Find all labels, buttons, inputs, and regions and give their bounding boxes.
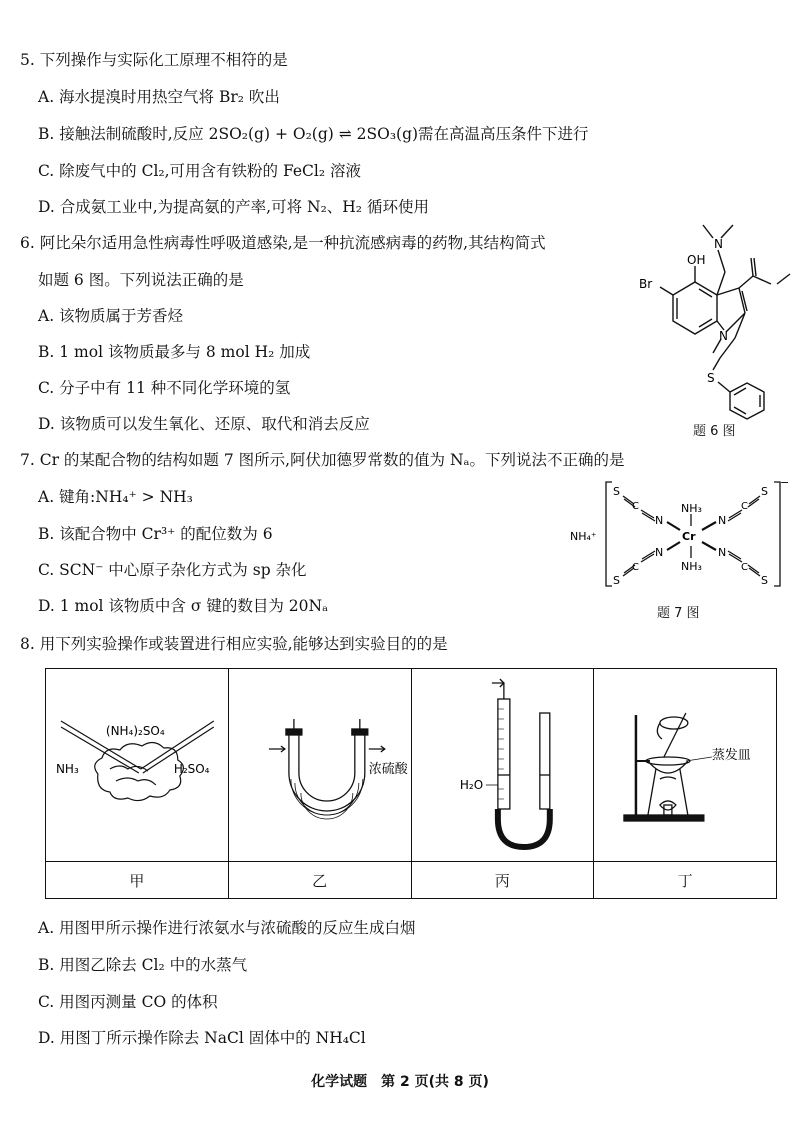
nh3-rod-label: NH₃ bbox=[55, 761, 79, 777]
q5-option-c: C. 除废气中的 Cl₂,可用含有铁粉的 FeCl₂ 溶液 bbox=[38, 162, 362, 180]
n-upper-left-label: N bbox=[655, 514, 664, 527]
arbidol-structure-figure bbox=[625, 220, 790, 420]
h2so4-rod-label: H₂SO₄ bbox=[173, 761, 210, 777]
figure-7-caption: 题 7 图 bbox=[657, 606, 700, 621]
q5-option-b: B. 接触法制硫酸时,反应 2SO₂(g) + O₂(g) ⇌ 2SO₃(g)需在高温高压条件下进行 bbox=[38, 125, 589, 143]
q5-option-a: A. 海水提溴时用热空气将 Br₂ 吹出 bbox=[38, 88, 280, 106]
q6-stem-line2: 如题 6 图。下列说法正确的是 bbox=[38, 271, 244, 289]
s-lower-right-label: S bbox=[761, 574, 768, 587]
c-lower-right-label: C bbox=[741, 562, 748, 573]
q7-option-b: B. 该配合物中 Cr³⁺ 的配位数为 6 bbox=[38, 525, 273, 543]
ammonium-sulfate-label: (NH₄)₂SO₄ bbox=[105, 723, 165, 739]
q7-option-a: A. 键角:NH₄⁺ > NH₃ bbox=[38, 488, 193, 506]
c-lower-left-label: C bbox=[632, 562, 639, 573]
experiment-cell-jia bbox=[46, 669, 229, 862]
q8-option-b: B. 用图乙除去 Cl₂ 中的水蒸气 bbox=[38, 956, 248, 974]
page-footer: 化学试题 第 2 页(共 8 页) bbox=[311, 1074, 489, 1090]
q5-option-d: D. 合成氨工业中,为提高氨的产率,可将 N₂、H₂ 循环使用 bbox=[38, 198, 429, 216]
label-bing: 丙 bbox=[411, 862, 594, 899]
ammonium-label: NH₄⁺ bbox=[570, 530, 597, 543]
s-lower-left-label: S bbox=[613, 574, 620, 587]
c-upper-right-label: C bbox=[741, 501, 748, 512]
label-jia: 甲 bbox=[46, 862, 229, 899]
q7-option-c: C. SCN⁻ 中心原子杂化方式为 sp 杂化 bbox=[38, 561, 307, 579]
conc-sulfuric-acid-label: 浓硫酸 bbox=[368, 761, 408, 778]
experiment-cell-yi bbox=[228, 669, 411, 862]
complex-charge-label: − bbox=[780, 476, 790, 489]
u-tube-drawing bbox=[229, 669, 411, 861]
cr-complex-figure bbox=[568, 478, 788, 590]
sulfur-label: S bbox=[707, 371, 715, 385]
gas-burette-drawing bbox=[412, 669, 594, 861]
nh3-top-label: NH₃ bbox=[681, 502, 702, 515]
q8-option-d: D. 用图丁所示操作除去 NaCl 固体中的 NH₄Cl bbox=[38, 1029, 366, 1047]
q7-stem: 7. Cr 的某配合物的结构如题 7 图所示,阿伏加德罗常数的值为 Nₐ。下列说法不正确的是 bbox=[20, 451, 625, 469]
evaporating-dish-label: 蒸发皿 bbox=[712, 747, 752, 764]
q6-option-d: D. 该物质可以发生氧化、还原、取代和消去反应 bbox=[38, 415, 370, 433]
n-lower-right-label: N bbox=[718, 546, 727, 559]
q8-stem: 8. 用下列实验操作或装置进行相应实验,能够达到实验目的的是 bbox=[20, 635, 448, 653]
oh-label: OH bbox=[687, 253, 706, 267]
s-upper-right-label: S bbox=[761, 485, 768, 498]
br-label: Br bbox=[639, 277, 653, 291]
experiment-table bbox=[45, 668, 777, 899]
cr-center-label: Cr bbox=[682, 530, 696, 543]
q6-option-a: A. 该物质属于芳香烃 bbox=[38, 307, 184, 325]
n-lower-left-label: N bbox=[655, 546, 664, 559]
q5-stem: 5. 下列操作与实际化工原理不相符的是 bbox=[20, 51, 288, 69]
evaporating-dish-drawing bbox=[594, 669, 776, 861]
n-upper-right-label: N bbox=[718, 514, 727, 527]
experiment-cell-bing bbox=[411, 669, 594, 862]
q7-option-d: D. 1 mol 该物质中含 σ 键的数目为 20Nₐ bbox=[38, 597, 329, 615]
nh3-bottom-label: NH₃ bbox=[681, 560, 702, 573]
indole-n-label: N bbox=[719, 329, 728, 343]
q6-stem-line1: 6. 阿比朵尔适用急性病毒性呼吸道感染,是一种抗流感病毒的药物,其结构简式 bbox=[20, 234, 546, 252]
label-ding: 丁 bbox=[594, 862, 777, 899]
q6-option-b: B. 1 mol 该物质最多与 8 mol H₂ 加成 bbox=[38, 343, 311, 361]
s-upper-left-label: S bbox=[613, 485, 620, 498]
experiment-cell-ding bbox=[594, 669, 777, 862]
c-upper-left-label: C bbox=[632, 501, 639, 512]
q6-option-c: C. 分子中有 11 种不同化学环境的氢 bbox=[38, 379, 291, 397]
label-yi: 乙 bbox=[228, 862, 411, 899]
amine-n-label: N bbox=[714, 237, 723, 251]
smoke-rods-drawing bbox=[46, 669, 228, 861]
q8-option-a: A. 用图甲所示操作进行浓氨水与浓硫酸的反应生成白烟 bbox=[38, 919, 416, 937]
q8-option-c: C. 用图丙测量 CO 的体积 bbox=[38, 993, 218, 1011]
water-label: H₂O bbox=[459, 777, 483, 793]
figure-6-caption: 题 6 图 bbox=[693, 424, 736, 439]
